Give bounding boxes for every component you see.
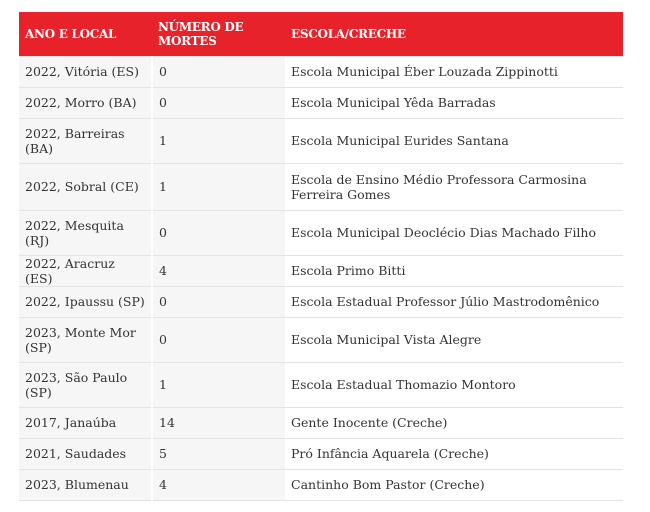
- table-row: [19, 407, 623, 438]
- death-count-cell: 1: [152, 362, 285, 407]
- table-row: [19, 438, 623, 469]
- year-location-cell: 2022, Barreiras (BA): [19, 118, 152, 163]
- school-cell: Escola Estadual Thomazio Montoro: [285, 362, 623, 407]
- year-location-cell: 2022, Vitória (ES): [19, 56, 152, 87]
- table-row: [19, 286, 623, 317]
- header-school: ESCOLA/CRECHE: [285, 12, 623, 56]
- table-header: [19, 12, 623, 56]
- death-count-cell: 14: [152, 407, 285, 438]
- year-location-cell: 2022, Sobral (CE): [19, 163, 152, 210]
- table-row: [19, 87, 623, 118]
- table-row: [19, 469, 623, 500]
- school-cell: Escola Municipal Vista Alegre: [285, 317, 623, 362]
- death-count-cell: 0: [152, 56, 285, 87]
- death-count-cell: 0: [152, 87, 285, 118]
- year-location-cell: 2022, Morro (BA): [19, 87, 152, 118]
- school-cell: Gente Inocente (Creche): [285, 407, 623, 438]
- school-cell: Escola Municipal Yêda Barradas: [285, 87, 623, 118]
- year-location-cell: 2023, São Paulo (SP): [19, 362, 152, 407]
- death-count-cell: 1: [152, 118, 285, 163]
- school-cell: Pró Infância Aquarela (Creche): [285, 438, 623, 469]
- schools-table: [19, 12, 623, 501]
- table-body: [19, 56, 623, 500]
- table-row: [19, 163, 623, 210]
- school-cell: Cantinho Bom Pastor (Creche): [285, 469, 623, 500]
- year-location-cell: 2023, Blumenau: [19, 469, 152, 500]
- school-cell: Escola Estadual Professor Júlio Mastrodomênico: [285, 286, 623, 317]
- school-cell: Escola Primo Bitti: [285, 255, 623, 286]
- school-cell: Escola Municipal Deoclécio Dias Machado Filho: [285, 210, 623, 255]
- year-location-cell: 2021, Saudades: [19, 438, 152, 469]
- death-count-cell: 0: [152, 286, 285, 317]
- death-count-cell: 1: [152, 163, 285, 210]
- year-location-cell: 2023, Monte Mor (SP): [19, 317, 152, 362]
- death-count-cell: 5: [152, 438, 285, 469]
- death-count-cell: 4: [152, 469, 285, 500]
- header-death-count: NÚMERO DE MORTES: [152, 12, 285, 56]
- table-row: [19, 56, 623, 87]
- header-row: [19, 12, 623, 56]
- table-row: [19, 118, 623, 163]
- year-location-cell: 2017, Janaúba: [19, 407, 152, 438]
- year-location-cell: 2022, Aracruz (ES): [19, 255, 152, 286]
- school-cell: Escola Municipal Éber Louzada Zippinotti: [285, 56, 623, 87]
- header-year-location: ANO E LOCAL: [19, 12, 152, 56]
- table-row: [19, 255, 623, 286]
- death-count-cell: 0: [152, 210, 285, 255]
- death-count-cell: 4: [152, 255, 285, 286]
- death-count-cell: 0: [152, 317, 285, 362]
- year-location-cell: 2022, Mesquita (RJ): [19, 210, 152, 255]
- table-row: [19, 317, 623, 362]
- school-cell: Escola Municipal Eurides Santana: [285, 118, 623, 163]
- table-row: [19, 210, 623, 255]
- year-location-cell: 2022, Ipaussu (SP): [19, 286, 152, 317]
- school-cell: Escola de Ensino Médio Professora Carmosina Ferreira Gomes: [285, 163, 623, 210]
- table-row: [19, 362, 623, 407]
